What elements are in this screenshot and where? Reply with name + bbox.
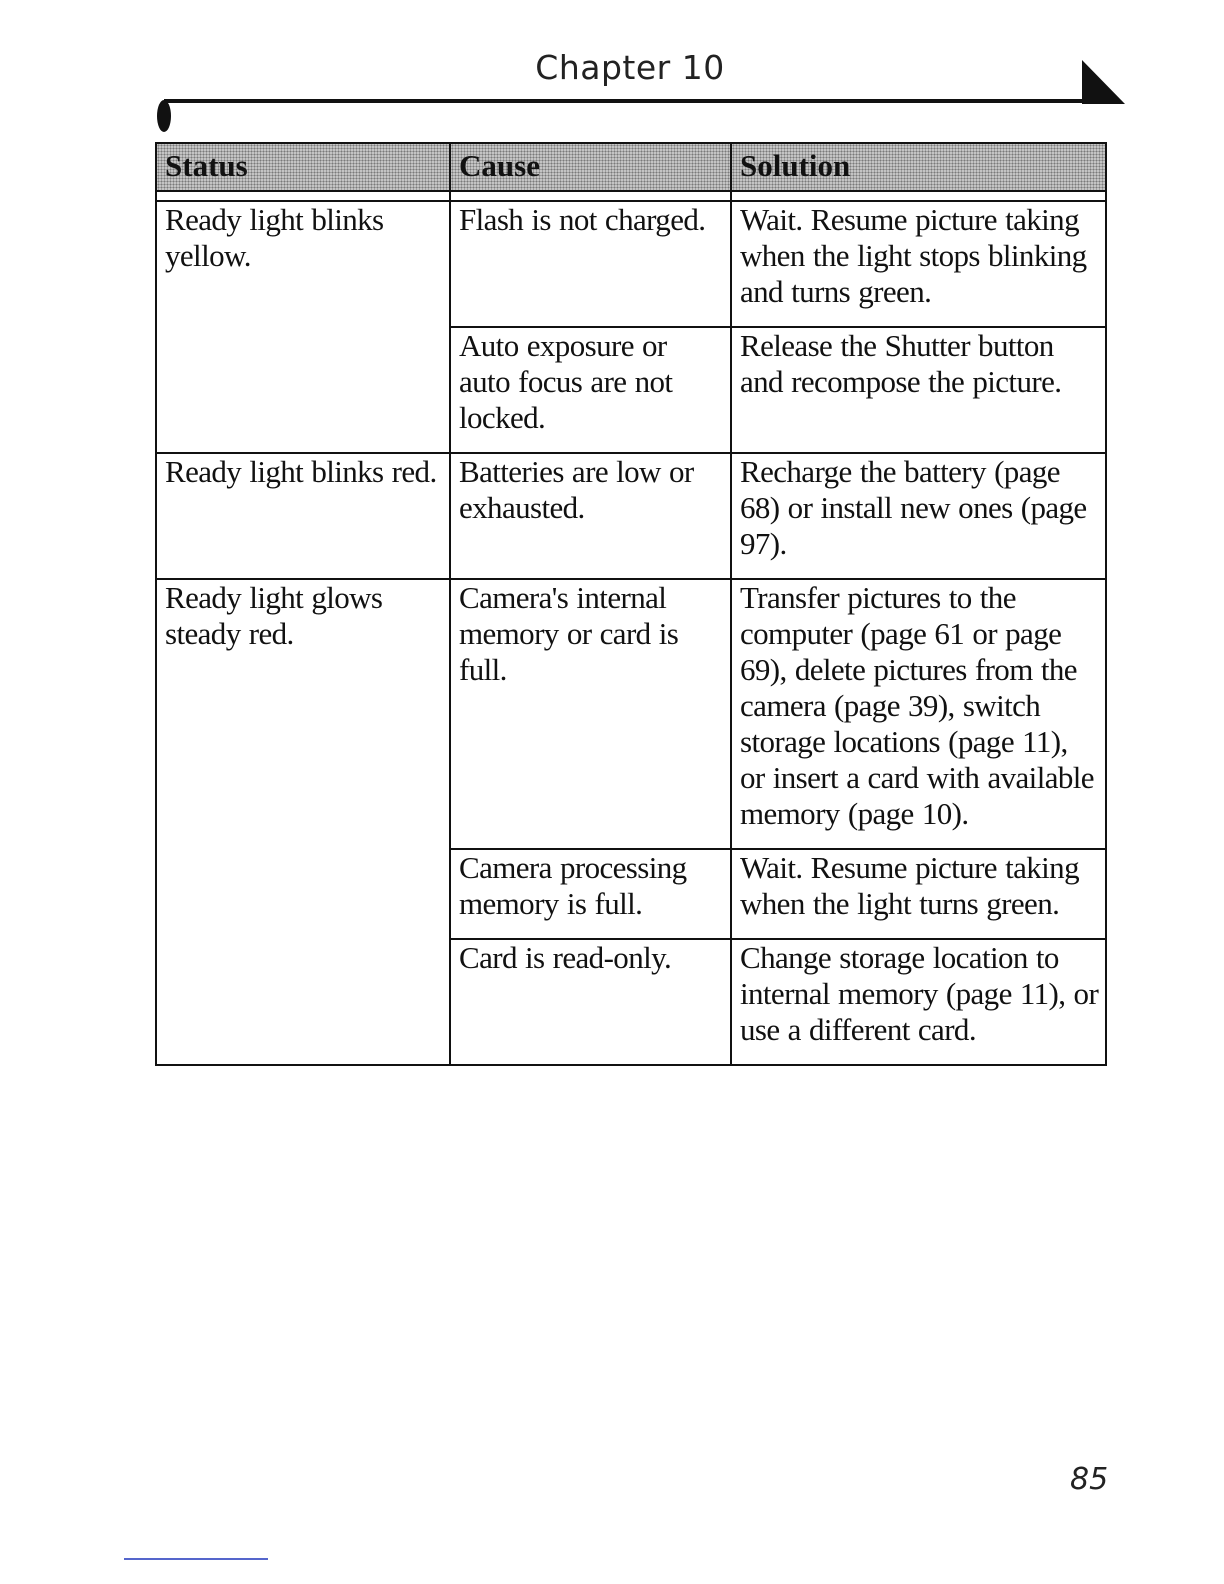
page-number: 85 (1070, 1462, 1109, 1497)
table-row (156, 453, 1106, 579)
cause-cell: Flash is not charged. (450, 201, 731, 327)
cause-cell: Card is read-only. (450, 939, 731, 1065)
cause-cell: Batteries are low or exhausted. (450, 453, 731, 579)
header-gap-cell (156, 191, 450, 201)
chapter-rule (150, 60, 1130, 140)
rule-arrow-icon (1082, 60, 1125, 104)
cause-cell: Camera's internal memory or card is full. (450, 579, 731, 849)
status-cell: Ready light blinks yellow. (156, 201, 450, 453)
cause-cell: Camera processing memory is full. (450, 849, 731, 939)
header-status: Status (156, 143, 450, 191)
footer-divider (124, 1558, 268, 1560)
status-cell: Ready light glows steady red. (156, 579, 450, 1065)
header-gap-cell (450, 191, 731, 201)
status-cell: Ready light blinks red. (156, 453, 450, 579)
table-row (156, 201, 1106, 327)
solution-cell: Recharge the battery (page 68) or install new ones (page 97). (731, 453, 1106, 579)
solution-cell: Wait. Resume picture taking when the light turns green. (731, 849, 1106, 939)
rule-line (164, 99, 1094, 103)
solution-cell: Change storage location to internal memory (page 11), or use a different card. (731, 939, 1106, 1065)
cause-cell: Auto exposure or auto focus are not locked. (450, 327, 731, 453)
solution-cell: Transfer pictures to the computer (page 61 or page 69), delete pictures from the camera (page 39), switch storage locations (page 11), or insert a card with available memory (page 10). (731, 579, 1106, 849)
header-gap-cell (731, 191, 1106, 201)
rule-left-cap (157, 100, 171, 132)
table-row (156, 579, 1106, 849)
troubleshooting-table (155, 142, 1107, 1066)
solution-cell: Wait. Resume picture taking when the light stops blinking and turns green. (731, 201, 1106, 327)
solution-cell: Release the Shutter button and recompose the picture. (731, 327, 1106, 453)
header-gap-row (156, 191, 1106, 201)
header-solution: Solution (731, 143, 1106, 191)
table-header-row (156, 143, 1106, 191)
header-cause: Cause (450, 143, 731, 191)
chapter-title: Chapter 10 (535, 48, 725, 87)
